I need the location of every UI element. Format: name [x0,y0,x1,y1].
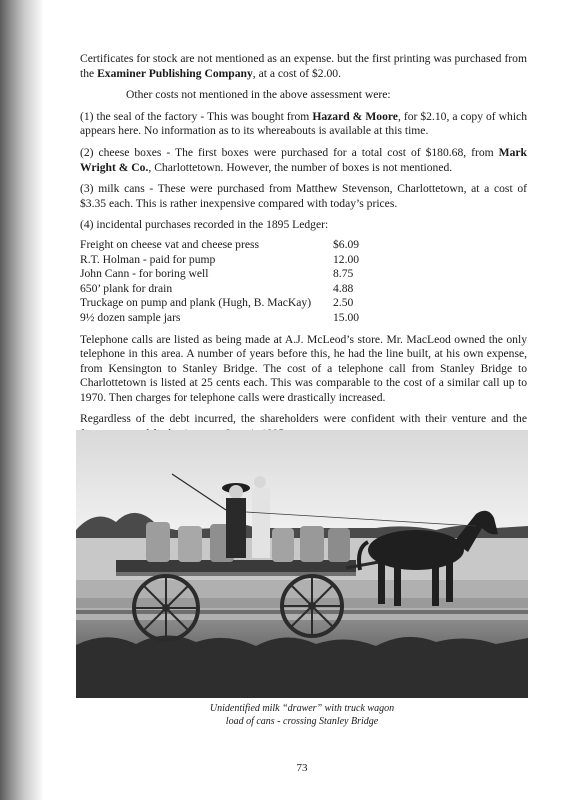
publisher-name: Examiner Publishing Company [97,66,253,80]
page-number: 73 [296,762,308,774]
ledger-row: Freight on cheese vat and cheese press $6.09 [80,237,360,251]
ledger-row: Truckage on pump and plank (Hugh, B. MacKay) 2.50 [80,296,354,310]
ledger-row: 650’ plank for drain 4.88 [80,281,354,295]
paragraph-other-costs: Other costs not mentioned in the above assessment were: [126,88,391,102]
ledger-row: R.T. Holman - paid for pump 12.00 [80,252,360,266]
paragraph-cheese-boxes: (2) cheese boxes - The first boxes were purchased for a total cost of $180.68, from Mark Wright & Co., Charlottetown. However, the number of boxes is not mentioned. [80,145,527,174]
paragraph-milk-cans: (3) milk cans - These were purchased from Matthew Stevenson, Charlottetown, at a cost of $3.35 each. This is rather inexpensive compared with today’s prices. [80,182,527,210]
paragraph-telephone: Telephone calls are listed as being made at A.J. McLeod’s store. Mr. MacLeod owned the only telephone in this area. A number of years before this, he had the line built, at his own expense, from Kensington to Stanley Bridge. The cost of a telephone call from Stanley Bridge to Charlottetown is listed at 25 cents each. This was comparable to the cost of a similar call up to 1970. Then charges for telephone calls were drastically increased. [80,332,527,404]
ledger-row: 9½ dozen sample jars 15.00 [80,310,360,324]
ledger-table [80,238,527,326]
photo-caption [76,703,528,728]
seal-maker-name: Hazard & Moore [312,109,398,123]
paragraph-opening: Regardless of the debt incurred, the shareholders were confident with their venture and the [80,412,527,426]
ledger-row: John Cann - for boring well 8.75 [80,267,354,281]
caption-line-2: load of cans - crossing Stanley Bridge [225,715,379,727]
page-text [80,52,527,449]
paragraph-seal: (1) the seal of the factory - This was bought from Hazard & Moore, for $2.10, a copy of which appears here. No information as to its whereabouts is available at this time. [80,109,527,138]
photo-milk-wagon-illustration [76,430,528,698]
box-supplier-name: Mark Wright & Co. [80,145,527,174]
paragraph-certificates: Certificates for stock are not mentioned as an expense. but the first printing was purchased from the Examiner Publishing Company, at a cost of $2.00. [80,52,527,80]
historical-photo [76,430,528,698]
paragraph-ledger-intro: (4) incidental purchases recorded in the 1895 Ledger: [80,218,329,232]
book-spine-shadow [0,0,44,800]
caption-line-1: Unidentified milk “drawer” with truck wagon [209,703,395,714]
